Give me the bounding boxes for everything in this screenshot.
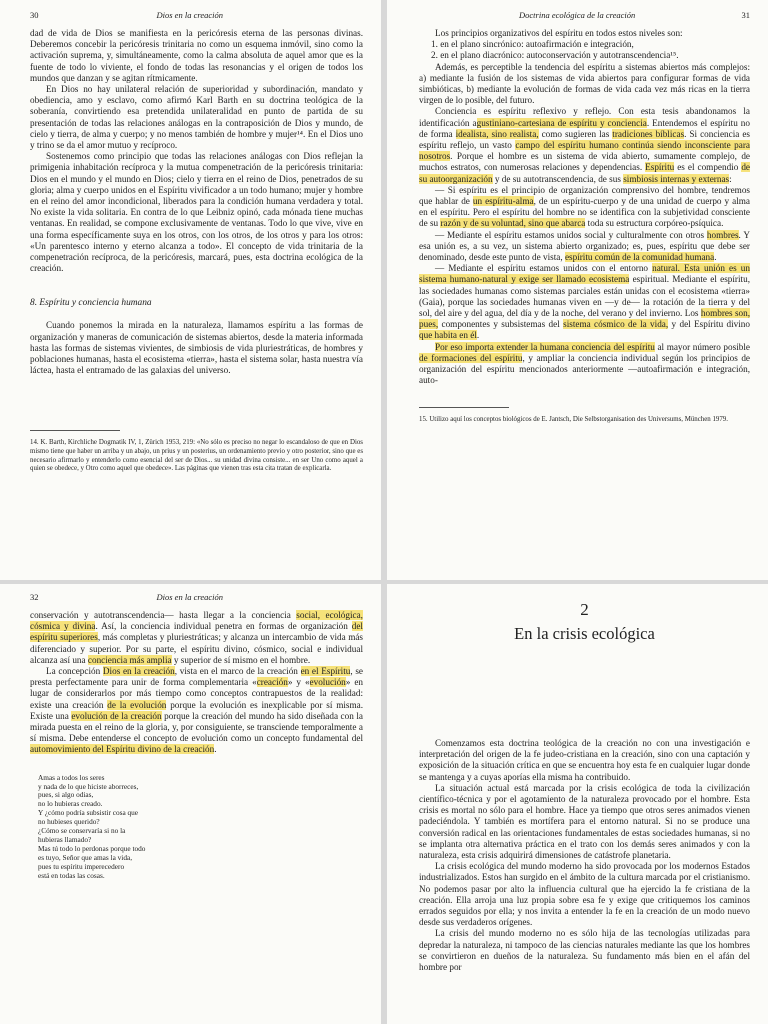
poem-line: no lo hubieras creado. [38, 799, 103, 809]
footnote-rule [30, 430, 120, 431]
running-header [30, 10, 363, 20]
poem-line: hubieras llamado? [38, 834, 92, 844]
paragraph: Cuando ponemos la mirada en la naturaleza, llamamos espíritu a las formas de organización y maneras de comunicación de sistemas abiertos, desde la materia informada hasta las formas de sistemas vivientes, de simbiosis de vida pluriestráticas, de hombres y poblaciones humanas, hasta el ecosistema «tierra», hasta el sistema solar, hasta nuestra vía láctea, hasta el entramado de las galaxias del universo. [30, 320, 363, 376]
poem-line: pues tu espíritu imperecedero [38, 861, 125, 871]
highlight: razón y de su voluntad, sino que abarca [440, 218, 586, 229]
highlight: del Espíritu divino de la creación [90, 744, 215, 755]
highlight: que habita en él [419, 330, 477, 341]
paragraph: La crisis ecológica del mundo moderno ha sido provocada por los modernos Estados industrializados. Estos han surgido en el ámbito de la cultura marcada por el cristianismo. No podemos pasar por alto la influencia cultural que ha ejercido la fe cristiana de la creación. Ella arroja una luz propia sobre esa fe y exige que critiquemos los caminos errados seguidos por ella; y nos invita a entender la fe en la creación de un modo nuevo desde sus verdaderos orígenes. [419, 861, 750, 928]
paragraph: Además, es perceptible la tendencia del espíritu a sistemas abiertos más complejos: a) mediante la fusión de los sistemas de vida abiertos para configurar formas de vida simbióticas, b) mediante la evolución de formas de vida cada vez más ricas en la tierra virgen de lo posible, del futuro. [419, 61, 750, 106]
paragraph: conservación y autotranscendencia— hasta llegar a la conciencia social, ecológica, cósmica y divina. Así, la conciencia individual penetra en formas de organización del espíritu superiores, más completas y pluriestráticas; y alcanza un intercambio de vida más diferenciado y superior. Por su parte, el espíritu divino, cósmico, social e individual alcanza así una conciencia más amplia y superior de sí mismo en el hombre. [30, 610, 363, 665]
page-31 [387, 0, 768, 580]
highlight: del espíritu superiores [30, 621, 363, 643]
highlight: tradiciones bíblicas [612, 128, 685, 139]
highlight: creación [256, 677, 288, 688]
paragraph: Sostenemos como principio que todas las relaciones análogas con Dios reflejan la primigenia inhabitación recíproca y la mutua compenetración de la pericóresis trinitaria: Dios en el mundo y el mundo en Dios; cielo y tierra en el reino de Dios, penetrados de su gloria; alma y cuerpo unidos en el Espíritu vivificador a un todo humano; mujer y hombre en el reino del amor incondicional, liberados para la condición humana verdadera y total. No existe la vida solitaria. En contra de lo que Leibniz opinó, cada mónada tiene muchas ventanas. En realidad, se compone exclusivamente de ventanas. Todo lo que vive, vive en una forma específicamente suya en los otros, con los otros, de los otros y para los otros: «Un parentesco interno y eterno alcanza a todo». El concepto de vida trinitaria de la compenetración recíproca, de la pericóresis, marcará, pues, esta doctrina ecológica de la creación. [30, 151, 363, 274]
paragraph: Por eso importa extender la humana conciencia del espíritu al mayor número posible de formaciones del espíritu, y ampliar la conciencia individual según los principios de organización del espíritu mencionados anteriormente —autoafirmación e integración, auto- [419, 341, 750, 386]
highlight: evolución de la creación [71, 710, 162, 721]
paragraph: Los principios organizativos del espíritu en todos estos niveles son: [435, 28, 683, 38]
page-32 [0, 584, 381, 1024]
highlight: Por eso importa extender la humana conciencia del espíritu [435, 341, 655, 352]
highlight: simbiosis internas y externas [623, 173, 730, 184]
highlight: de la evolución [107, 699, 167, 710]
highlight: gustiniano-cartesiana de espíritu y conciencia [476, 117, 647, 128]
highlight: campo del espíritu humano continúa siendo inconsciente para nosotros [419, 140, 750, 162]
footnote: 15. Utilizo aquí los conceptos biológicos de E. Jantsch, Die Selbstorganisation des Universums, München 1979. [419, 415, 728, 423]
chapter-title: En la crisis ecológica [514, 624, 655, 643]
highlight: conciencia más amplia [87, 654, 172, 665]
paragraph: La concepción Dios en la creación, vista en el marco de la creación en el Espíritu, se presta perfectamente para unir de forma complementaria «creación» y «evolución» en lugar de considerarlos por más tiempo como conceptos contrapuestos de la realidad: existe una creación de la evolución porque la evolución es inexplicable por sí misma. Existe una evolución de la creación porque la creación del mundo ha sido diseñada con la mirada puesta en el reino de la gloria, y, por consiguiente, se transciende temporalmente a sí misma. Debe entenderse el concepto de evolución como un concepto fundamental del automovimiento del Espíritu divino de la creación. [30, 666, 364, 755]
poem [38, 774, 363, 881]
running-header [30, 592, 363, 602]
poem-line: Amas a todos los seres [38, 772, 105, 782]
highlight: de su autoorganización [419, 162, 750, 184]
poem-line: Y ¿cómo podría subsistir cosa que [38, 808, 139, 818]
highlight: sistema cósmico de la vida, [563, 319, 669, 330]
highlight: social, ecológica, cósmica y divina [30, 610, 363, 632]
highlight: Dios en la creación [102, 666, 175, 677]
header-title: Dios en la creación [156, 592, 223, 602]
highlight: evolución [309, 677, 346, 688]
list-item: 2. en el plano diacrónico: autoconservación y autotranscendencia¹⁵. [431, 50, 679, 61]
footnote-rule [419, 407, 509, 408]
poem-line: Mas tú todo lo perdonas porque todo [38, 843, 146, 853]
highlight: idealista, sino realista, [455, 128, 539, 139]
footnote: 14. K. Barth, Kirchliche Dogmatik IV, 1, Zürich 1953, 219: «No sólo es preciso no negar lo escandaloso de que en Dios mismo tiene que haber un arriba y un abajo, un prius y un posterius, un ordenamiento previo y otro posterior, sino que es necesario afirmarlo y entenderlo como esencial del ser de Dios... su unidad divina consiste... en ser Uno como aquel a quien se obedece, y Otro como aquel que obedece». Las páginas que vienen tras esta cita tratan de explicarla. [30, 439, 363, 473]
poem-line: es tuyo, Señor que amas la vida, [38, 852, 133, 862]
section-heading: 8. Espíritu y conciencia humana [30, 298, 152, 309]
paragraph: La crisis del mundo moderno no es sólo hija de las tecnologías utilizadas para depredar la naturaleza, ni tampoco de las ciencias naturales mediante las que los hombres se convirtieron en dueños de la naturaleza. Su fundamento más bien en el afán del hombre por [419, 928, 750, 973]
highlight: natural. Esta unión es un sistema humano-natural y exige ser llamado ecosistema [419, 263, 750, 285]
poem-line: y nada de lo que hiciste aborreces, [38, 781, 139, 791]
paragraph: — Mediante el espíritu estamos unidos social y culturalmente con otros hombres. Y esa unión es, a su vez, un sistema abierto organizado; es, pues, espíritu que debe ser denominado, desde este punto de vista, espíritu común de la comunidad humana. [419, 229, 750, 263]
paragraph: — Si espíritu es el principio de organización comprensivo del hombre, tendremos que hablar de un espíritu-alma, de un espíritu-cuerpo y de una unidad de cuerpo y alma en el espíritu. Pero el espíritu del hombre no se identifica con la subjetividad consciente de su razón y de su voluntad, sino que abarca toda su estructura corpóreo-psíquica. [419, 184, 750, 229]
poem-line: no hubieses querido? [38, 817, 100, 827]
highlight: Espíritu [645, 162, 675, 173]
paragraph: dad de vida de Dios se manifiesta en la pericóresis eterna de las personas divinas. Deberemos concebir la pericóresis trinitaria no como un esquema inmóvil, sino como la activación suprema, y, simultáneamente, como la calma absoluta de aquel amor que es la fuente de todo lo viviente, el fondo de todas las resonancias y el origen de todos los mundos que danzan y se agitan rítmicamente. [30, 28, 363, 83]
page-number: 32 [30, 592, 39, 602]
highlight: hombres son, pues, [419, 308, 751, 330]
page-chapter-opening [387, 584, 768, 1024]
poem-line: está en todas las cosas. [38, 870, 105, 880]
header-title: Doctrina ecológica de la creación [519, 10, 636, 20]
running-header [419, 10, 750, 20]
header-title: Dios en la creación [156, 10, 223, 20]
paragraph: Comenzamos esta doctrina teológica de la creación no con una investigación e interpretación del origen de la fe judeo-cristiana en la creación, sino con una captación y exposición de la situación crítica en que se encuentra hoy esta fe en cualquier lugar donde se mantenga y a cuyas aporías ella misma ha contribuido. [419, 738, 750, 782]
poem-line: ¿Cómo se conservaría si no la [38, 826, 126, 836]
page-number: 30 [30, 10, 39, 20]
paragraph: La situación actual está marcada por la crisis ecológica de toda la civilización científico-técnica y por el agotamiento de la naturaleza provocado por el hombre. Esta crisis es mortal no sólo para el hombre. Hace ya tiempo que otros seres animados vienen padeciéndola. Y también es mortífera para el entorno natural. Si no se produce una conversión radical en las orientaciones fundamentales de estas sociedades humanas, si no se implanta otra alternativa práctica en el trato con los demás seres animados y con la naturaleza, esta crisis adquirirá dimensiones de catástrofe planetaria. [419, 782, 750, 861]
highlight: hombres [706, 229, 739, 240]
highlight: de formaciones del espíritu [419, 352, 523, 363]
paragraph: En Dios no hay unilateral relación de superioridad y subordinación, mandato y obediencia, amo y esclavo, como afirmó Karl Barth en su doctrina teológica de la soberanía, convirtiendo esa pretendida unilateralidad en punto de partida de su presentación de todas las relaciones análogas en la contraposición de Dios y mundo, de cielo y tierra, de alma y cuerpo; y no menos también de hombre y mujer¹⁴. En el Dios uno y trino se da el amor mutuo y recíproco. [30, 84, 363, 151]
highlight: un espíritu-alma [472, 196, 534, 207]
paragraph: Conciencia es espíritu reflexivo y reflejo. Con esta tesis abandonamos la identificación agustiniano-cartesiana de espíritu y conciencia. Entendemos el espíritu no de forma idealista, sino realista, como sugieren las tradiciones bíblicas. Si conciencia es espíritu reflejo, un vasto campo del espíritu humano continúa siendo inconsciente para nosotros. Porque el hombre es un sistema de vida abierto, sumamente complejo, de muchos estratos, con numerosas relaciones y dependencias. Espíritu es el compendio de su autoorganización y de su autotranscendencia, de sus simbiosis internas y externas: [419, 106, 750, 184]
chapter-number: 2 [580, 600, 589, 619]
page-number: 31 [741, 10, 750, 20]
spacer [419, 644, 750, 738]
list-item: 1. en el plano sincrónico: autoafirmación e integración, [431, 39, 634, 50]
highlight: automovimiento [30, 744, 91, 755]
page-30 [0, 0, 381, 580]
poem-line: pues, si algo odias, [38, 790, 94, 800]
highlight: en el Espíritu [300, 666, 351, 677]
paragraph: — Mediante el espíritu estamos unidos con el entorno natural. Esta unión es un sistema humano-natural y exige ser llamado ecosistema espiritual. Mediante el espíritu, las sociedades humanas como sistemas parciales están unidas con el ecosistema «tierra» (Gaia), porque las sociedades humanas viven en —y de— la rotación de la tierra y del sol, del aire y del agua, del día y de la noche, del verano y del invierno. Los hombres son, pues, componentes y subsistemas del sistema cósmico de la vida, y del Espíritu divino que habita en él. [419, 263, 751, 341]
highlight: espíritu común de la comunidad humana [564, 252, 715, 263]
